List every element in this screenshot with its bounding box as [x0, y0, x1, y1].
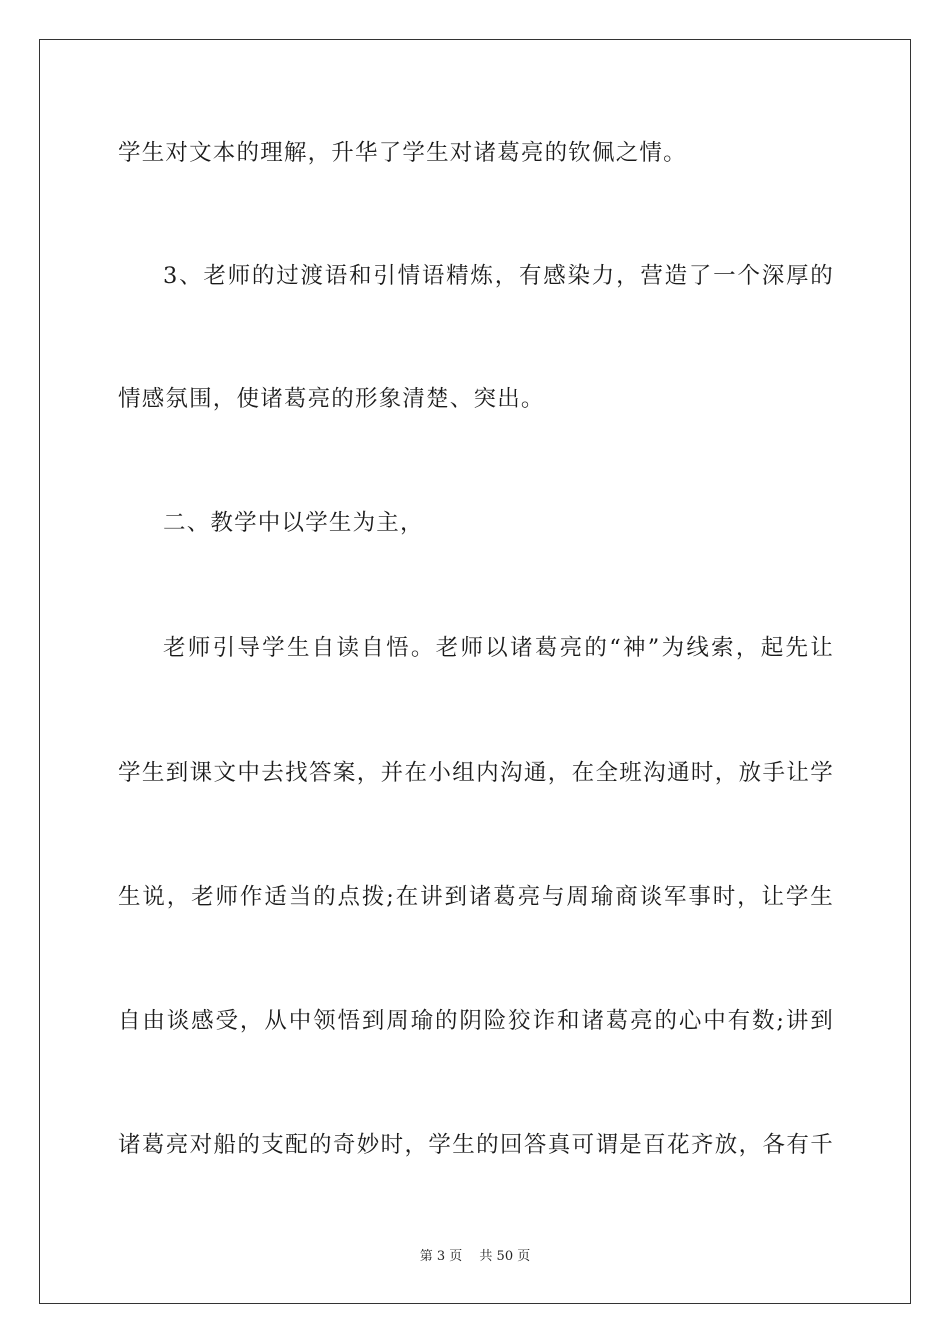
section-heading: 二、教学中以学生为主， — [163, 510, 424, 536]
text-line-2: 3、老师的过渡语和引情语精炼，有感染力，营造了一个深厚的 — [163, 263, 834, 289]
text-line-1: 学生对文本的理解，升华了学生对诸葛亮的钦佩之情。 — [118, 140, 687, 166]
text-line-9: 诸葛亮对船的支配的奇妙时，学生的回答真可谓是百花齐放，各有千 — [118, 1132, 834, 1158]
page-number-footer: 第 3 页 共 50 页 — [419, 1249, 531, 1264]
text-line-7: 生说，老师作适当的点拨;在讲到诸葛亮与周瑜商谈军事时，让学生 — [118, 884, 834, 910]
text-line-6: 学生到课文中去找答案，并在小组内沟通，在全班沟通时，放手让学 — [118, 760, 834, 786]
text-line-8: 自由谈感受，从中领悟到周瑜的阴险狡诈和诸葛亮的心中有数;讲到 — [118, 1008, 834, 1034]
page-border — [39, 39, 911, 1304]
text-line-3: 情感氛围，使诸葛亮的形象清楚、突出。 — [118, 386, 545, 412]
text-line-5: 老师引导学生自读自悟。老师以诸葛亮的“神”为线索，起先让 — [163, 635, 834, 661]
